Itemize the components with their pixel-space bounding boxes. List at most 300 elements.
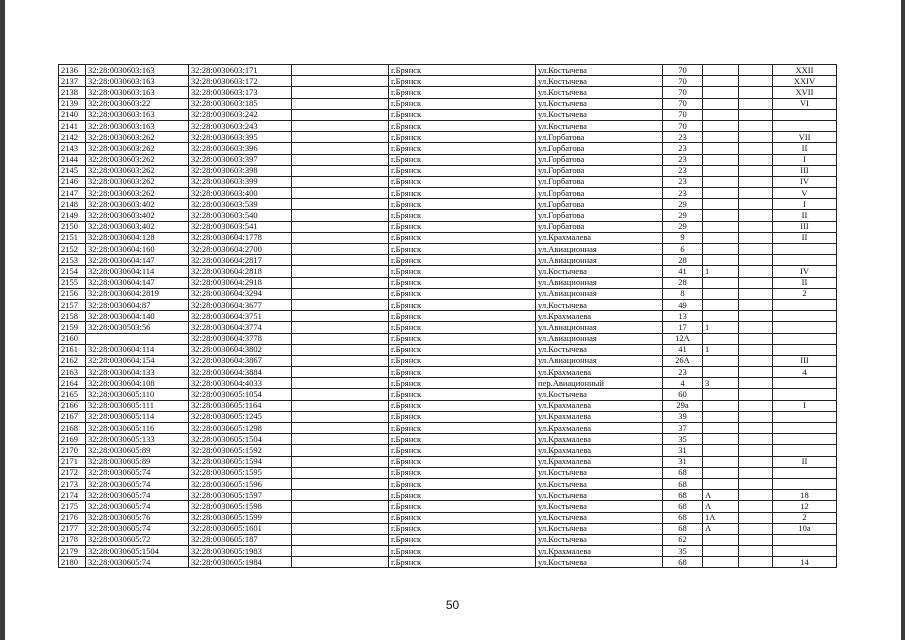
street-cell: ул.Костычева — [536, 534, 663, 545]
city-cell: г.Брянск — [389, 355, 536, 366]
blank-cell — [292, 255, 389, 266]
apartment-cell — [773, 322, 837, 333]
apartment-cell: II — [773, 143, 837, 154]
city-cell: г.Брянск — [389, 322, 536, 333]
extra-cell — [739, 87, 773, 98]
city-cell: г.Брянск — [389, 266, 536, 277]
object-cadastral-number: 32:28:0030605:1984 — [189, 557, 292, 568]
land-cadastral-number: 32:28:0030604:140 — [86, 311, 189, 322]
apartment-cell — [773, 534, 837, 545]
house-number-cell: 31 — [663, 456, 703, 467]
object-cadastral-number: 32:28:0030603:541 — [189, 221, 292, 232]
land-cadastral-number: 32:28:0030603:163 — [86, 120, 189, 131]
street-cell: ул.Крахмалева — [536, 423, 663, 434]
apartment-cell: III — [773, 355, 837, 366]
house-number-cell: 23 — [663, 367, 703, 378]
apartment-cell: V — [773, 188, 837, 199]
land-cadastral-number: 32:28:0030605:89 — [86, 456, 189, 467]
land-cadastral-number: 32:28:0030603:262 — [86, 188, 189, 199]
house-number-cell: 29а — [663, 400, 703, 411]
house-number-cell: 37 — [663, 423, 703, 434]
blank-cell — [292, 534, 389, 545]
land-cadastral-number: 32:28:0030603:402 — [86, 221, 189, 232]
table-row — [59, 120, 837, 131]
apartment-cell — [773, 423, 837, 434]
street-cell: ул.Крахмалева — [536, 456, 663, 467]
city-cell: г.Брянск — [389, 76, 536, 87]
blank-cell — [292, 87, 389, 98]
building-cell — [703, 221, 739, 232]
apartment-cell — [773, 411, 837, 422]
extra-cell — [739, 501, 773, 512]
house-number-cell: 68 — [663, 478, 703, 489]
extra-cell — [739, 490, 773, 501]
apartment-cell — [773, 333, 837, 344]
apartment-cell — [773, 244, 837, 255]
land-cadastral-number: 32:28:0030605:110 — [86, 389, 189, 400]
table-row — [59, 355, 837, 366]
table-row — [59, 378, 837, 389]
object-cadastral-number: 32:28:0030605:1504 — [189, 434, 292, 445]
building-cell — [703, 188, 739, 199]
building-cell: 3 — [703, 378, 739, 389]
object-cadastral-number: 32:28:0030603:395 — [189, 132, 292, 143]
extra-cell — [739, 478, 773, 489]
city-cell: г.Брянск — [389, 523, 536, 534]
apartment-cell — [773, 344, 837, 355]
table-row — [59, 534, 837, 545]
land-cadastral-number: 32:28:0030604:160 — [86, 244, 189, 255]
row-number: 2164 — [59, 378, 86, 389]
street-cell: ул.Горбатова — [536, 143, 663, 154]
land-cadastral-number: 32:28:0030604:154 — [86, 355, 189, 366]
row-number: 2146 — [59, 176, 86, 187]
city-cell: г.Брянск — [389, 87, 536, 98]
object-cadastral-number: 32:28:0030604:2918 — [189, 277, 292, 288]
apartment-cell — [773, 378, 837, 389]
building-cell — [703, 76, 739, 87]
building-cell — [703, 445, 739, 456]
house-number-cell: 70 — [663, 109, 703, 120]
city-cell: г.Брянск — [389, 98, 536, 109]
building-cell: А — [703, 501, 739, 512]
street-cell: ул.Авиационная — [536, 244, 663, 255]
house-number-cell: 12А — [663, 333, 703, 344]
street-cell: ул.Авиационная — [536, 277, 663, 288]
apartment-cell: 18 — [773, 490, 837, 501]
row-number: 2158 — [59, 311, 86, 322]
house-number-cell: 31 — [663, 445, 703, 456]
building-cell: 1 — [703, 322, 739, 333]
house-number-cell: 29 — [663, 221, 703, 232]
building-cell — [703, 288, 739, 299]
house-number-cell: 60 — [663, 389, 703, 400]
extra-cell — [739, 400, 773, 411]
building-cell: 1А — [703, 512, 739, 523]
table-row — [59, 188, 837, 199]
extra-cell — [739, 199, 773, 210]
building-cell — [703, 557, 739, 568]
object-cadastral-number: 32:28:0030603:400 — [189, 188, 292, 199]
land-cadastral-number: 32:28:0030603:22 — [86, 98, 189, 109]
scan-border-right — [901, 0, 905, 640]
table-row — [59, 333, 837, 344]
table-row — [59, 266, 837, 277]
extra-cell — [739, 423, 773, 434]
object-cadastral-number: 32:28:0030605:1595 — [189, 467, 292, 478]
blank-cell — [292, 490, 389, 501]
land-cadastral-number — [86, 333, 189, 344]
city-cell: г.Брянск — [389, 389, 536, 400]
apartment-cell — [773, 434, 837, 445]
street-cell: ул.Костычева — [536, 557, 663, 568]
object-cadastral-number: 32:28:0030604:3778 — [189, 333, 292, 344]
row-number: 2176 — [59, 512, 86, 523]
object-cadastral-number: 32:28:0030604:3751 — [189, 311, 292, 322]
land-cadastral-number: 32:28:0030605:74 — [86, 501, 189, 512]
house-number-cell: 68 — [663, 512, 703, 523]
row-number: 2177 — [59, 523, 86, 534]
city-cell: г.Брянск — [389, 288, 536, 299]
street-cell: ул.Костычева — [536, 501, 663, 512]
house-number-cell: 70 — [663, 76, 703, 87]
city-cell: г.Брянск — [389, 456, 536, 467]
building-cell — [703, 154, 739, 165]
house-number-cell: 70 — [663, 87, 703, 98]
city-cell: г.Брянск — [389, 423, 536, 434]
extra-cell — [739, 344, 773, 355]
extra-cell — [739, 255, 773, 266]
extra-cell — [739, 534, 773, 545]
building-cell: 1 — [703, 344, 739, 355]
land-cadastral-number: 32:28:0030605:74 — [86, 523, 189, 534]
apartment-cell — [773, 478, 837, 489]
extra-cell — [739, 65, 773, 76]
table-row — [59, 311, 837, 322]
land-cadastral-number: 32:28:0030605:89 — [86, 445, 189, 456]
blank-cell — [292, 389, 389, 400]
city-cell: г.Брянск — [389, 490, 536, 501]
apartment-cell: II — [773, 456, 837, 467]
apartment-cell — [773, 299, 837, 310]
row-number: 2150 — [59, 221, 86, 232]
city-cell: г.Брянск — [389, 176, 536, 187]
city-cell: г.Брянск — [389, 244, 536, 255]
land-cadastral-number: 32:28:0030604:128 — [86, 232, 189, 243]
row-number: 2137 — [59, 76, 86, 87]
house-number-cell: 23 — [663, 154, 703, 165]
street-cell: ул.Горбатова — [536, 188, 663, 199]
row-number: 2142 — [59, 132, 86, 143]
blank-cell — [292, 143, 389, 154]
city-cell: г.Брянск — [389, 311, 536, 322]
blank-cell — [292, 232, 389, 243]
land-cadastral-number: 32:28:0030604:2819 — [86, 288, 189, 299]
house-number-cell: 35 — [663, 546, 703, 557]
row-number: 2141 — [59, 120, 86, 131]
row-number: 2151 — [59, 232, 86, 243]
city-cell: г.Брянск — [389, 132, 536, 143]
street-cell: ул.Костычева — [536, 389, 663, 400]
house-number-cell: 23 — [663, 165, 703, 176]
blank-cell — [292, 311, 389, 322]
building-cell — [703, 478, 739, 489]
row-number: 2149 — [59, 210, 86, 221]
city-cell: г.Брянск — [389, 344, 536, 355]
street-cell: ул.Крахмалева — [536, 311, 663, 322]
street-cell: ул.Костычева — [536, 523, 663, 534]
land-cadastral-number: 32:28:0030603:262 — [86, 165, 189, 176]
extra-cell — [739, 546, 773, 557]
apartment-cell: III — [773, 165, 837, 176]
extra-cell — [739, 445, 773, 456]
city-cell: г.Брянск — [389, 143, 536, 154]
street-cell: ул.Горбатова — [536, 221, 663, 232]
street-cell: ул.Горбатова — [536, 176, 663, 187]
building-cell — [703, 546, 739, 557]
street-cell: ул.Костычева — [536, 98, 663, 109]
house-number-cell: 23 — [663, 132, 703, 143]
land-cadastral-number: 32:28:0030604:114 — [86, 266, 189, 277]
building-cell — [703, 277, 739, 288]
house-number-cell: 68 — [663, 467, 703, 478]
house-number-cell: 23 — [663, 143, 703, 154]
house-number-cell: 26А — [663, 355, 703, 366]
table-row — [59, 232, 837, 243]
row-number: 2173 — [59, 478, 86, 489]
blank-cell — [292, 188, 389, 199]
house-number-cell: 41 — [663, 266, 703, 277]
city-cell: г.Брянск — [389, 501, 536, 512]
table-row — [59, 490, 837, 501]
blank-cell — [292, 512, 389, 523]
building-cell — [703, 355, 739, 366]
apartment-cell: XVII — [773, 87, 837, 98]
house-number-cell: 70 — [663, 65, 703, 76]
object-cadastral-number: 32:28:0030605:1245 — [189, 411, 292, 422]
extra-cell — [739, 467, 773, 478]
building-cell — [703, 132, 739, 143]
land-cadastral-number: 32:28:0030603:163 — [86, 109, 189, 120]
blank-cell — [292, 355, 389, 366]
table-row — [59, 277, 837, 288]
object-cadastral-number: 32:28:0030603:399 — [189, 176, 292, 187]
row-number: 2168 — [59, 423, 86, 434]
row-number: 2160 — [59, 333, 86, 344]
blank-cell — [292, 523, 389, 534]
extra-cell — [739, 109, 773, 120]
scan-border-left — [0, 0, 5, 640]
object-cadastral-number: 32:28:0030603:396 — [189, 143, 292, 154]
table-row — [59, 143, 837, 154]
city-cell: г.Брянск — [389, 299, 536, 310]
land-cadastral-number: 32:28:0030603:402 — [86, 210, 189, 221]
house-number-cell: 8 — [663, 288, 703, 299]
table-row — [59, 109, 837, 120]
object-cadastral-number: 32:28:0030603:185 — [189, 98, 292, 109]
land-cadastral-number: 32:28:0030603:262 — [86, 154, 189, 165]
land-cadastral-number: 32:28:0030604:114 — [86, 344, 189, 355]
house-number-cell: 68 — [663, 501, 703, 512]
building-cell — [703, 423, 739, 434]
house-number-cell: 39 — [663, 411, 703, 422]
land-cadastral-number: 32:28:0030604:133 — [86, 367, 189, 378]
street-cell: ул.Горбатова — [536, 154, 663, 165]
blank-cell — [292, 65, 389, 76]
house-number-cell: 13 — [663, 311, 703, 322]
building-cell — [703, 176, 739, 187]
city-cell: г.Брянск — [389, 333, 536, 344]
land-cadastral-number: 32:28:0030605:74 — [86, 467, 189, 478]
street-cell: ул.Костычева — [536, 76, 663, 87]
blank-cell — [292, 98, 389, 109]
land-cadastral-number: 32:28:0030605:1504 — [86, 546, 189, 557]
property-register-table — [58, 64, 837, 568]
extra-cell — [739, 288, 773, 299]
row-number: 2138 — [59, 87, 86, 98]
blank-cell — [292, 467, 389, 478]
extra-cell — [739, 311, 773, 322]
object-cadastral-number: 32:28:0030603:173 — [189, 87, 292, 98]
house-number-cell: 28 — [663, 277, 703, 288]
extra-cell — [739, 333, 773, 344]
land-cadastral-number: 32:28:0030605:114 — [86, 411, 189, 422]
city-cell: г.Брянск — [389, 467, 536, 478]
blank-cell — [292, 546, 389, 557]
table-row — [59, 244, 837, 255]
blank-cell — [292, 299, 389, 310]
table-row — [59, 176, 837, 187]
building-cell — [703, 534, 739, 545]
extra-cell — [739, 132, 773, 143]
blank-cell — [292, 322, 389, 333]
object-cadastral-number: 32:28:0030604:2818 — [189, 266, 292, 277]
object-cadastral-number: 32:28:0030603:243 — [189, 120, 292, 131]
blank-cell — [292, 244, 389, 255]
object-cadastral-number: 32:28:0030604:2700 — [189, 244, 292, 255]
apartment-cell — [773, 109, 837, 120]
land-cadastral-number: 32:28:0030605:74 — [86, 490, 189, 501]
apartment-cell: VII — [773, 132, 837, 143]
apartment-cell: 12 — [773, 501, 837, 512]
table-row — [59, 456, 837, 467]
row-number: 2139 — [59, 98, 86, 109]
table-row — [59, 411, 837, 422]
street-cell: ул.Авиационная — [536, 355, 663, 366]
extra-cell — [739, 523, 773, 534]
street-cell: ул.Костычева — [536, 120, 663, 131]
house-number-cell: 23 — [663, 188, 703, 199]
blank-cell — [292, 434, 389, 445]
apartment-cell: III — [773, 221, 837, 232]
row-number: 2154 — [59, 266, 86, 277]
table-row — [59, 467, 837, 478]
table-row — [59, 512, 837, 523]
table-row — [59, 87, 837, 98]
street-cell: ул.Крахмалева — [536, 445, 663, 456]
city-cell: г.Брянск — [389, 277, 536, 288]
row-number: 2162 — [59, 355, 86, 366]
street-cell: ул.Горбатова — [536, 165, 663, 176]
land-cadastral-number: 32:28:0030603:402 — [86, 199, 189, 210]
city-cell: г.Брянск — [389, 378, 536, 389]
row-number: 2157 — [59, 299, 86, 310]
table-row — [59, 478, 837, 489]
blank-cell — [292, 288, 389, 299]
apartment-cell: 2 — [773, 288, 837, 299]
blank-cell — [292, 501, 389, 512]
register-body — [59, 65, 837, 568]
house-number-cell: 17 — [663, 322, 703, 333]
table-row — [59, 400, 837, 411]
table-row — [59, 98, 837, 109]
row-number: 2159 — [59, 322, 86, 333]
object-cadastral-number: 32:28:0030604:4033 — [189, 378, 292, 389]
apartment-cell: VI — [773, 98, 837, 109]
street-cell: ул.Авиационная — [536, 322, 663, 333]
land-cadastral-number: 32:28:0030603:163 — [86, 76, 189, 87]
land-cadastral-number: 32:28:0030604:87 — [86, 299, 189, 310]
building-cell — [703, 311, 739, 322]
apartment-cell — [773, 546, 837, 557]
street-cell: ул.Костычева — [536, 467, 663, 478]
object-cadastral-number: 32:28:0030605:1601 — [189, 523, 292, 534]
city-cell: г.Брянск — [389, 255, 536, 266]
extra-cell — [739, 98, 773, 109]
extra-cell — [739, 367, 773, 378]
object-cadastral-number: 32:28:0030603:397 — [189, 154, 292, 165]
table-row — [59, 367, 837, 378]
land-cadastral-number: 32:28:0030503:56 — [86, 322, 189, 333]
object-cadastral-number: 32:28:0030604:3884 — [189, 367, 292, 378]
city-cell: г.Брянск — [389, 557, 536, 568]
blank-cell — [292, 367, 389, 378]
apartment-cell — [773, 467, 837, 478]
extra-cell — [739, 389, 773, 400]
land-cadastral-number: 32:28:0030605:74 — [86, 557, 189, 568]
building-cell — [703, 299, 739, 310]
blank-cell — [292, 344, 389, 355]
city-cell: г.Брянск — [389, 411, 536, 422]
street-cell: ул.Костычева — [536, 109, 663, 120]
city-cell: г.Брянск — [389, 65, 536, 76]
extra-cell — [739, 210, 773, 221]
building-cell — [703, 199, 739, 210]
extra-cell — [739, 221, 773, 232]
table-row — [59, 221, 837, 232]
land-cadastral-number: 32:28:0030605:76 — [86, 512, 189, 523]
apartment-cell: XXII — [773, 65, 837, 76]
building-cell — [703, 467, 739, 478]
object-cadastral-number: 32:28:0030603:171 — [189, 65, 292, 76]
building-cell: А — [703, 523, 739, 534]
street-cell: ул.Горбатова — [536, 210, 663, 221]
land-cadastral-number: 32:28:0030603:163 — [86, 87, 189, 98]
building-cell — [703, 456, 739, 467]
extra-cell — [739, 456, 773, 467]
row-number: 2170 — [59, 445, 86, 456]
street-cell: ул.Крахмалева — [536, 411, 663, 422]
row-number: 2165 — [59, 389, 86, 400]
blank-cell — [292, 199, 389, 210]
extra-cell — [739, 76, 773, 87]
house-number-cell: 70 — [663, 98, 703, 109]
extra-cell — [739, 165, 773, 176]
apartment-cell — [773, 445, 837, 456]
extra-cell — [739, 299, 773, 310]
land-cadastral-number: 32:28:0030603:262 — [86, 143, 189, 154]
row-number: 2163 — [59, 367, 86, 378]
